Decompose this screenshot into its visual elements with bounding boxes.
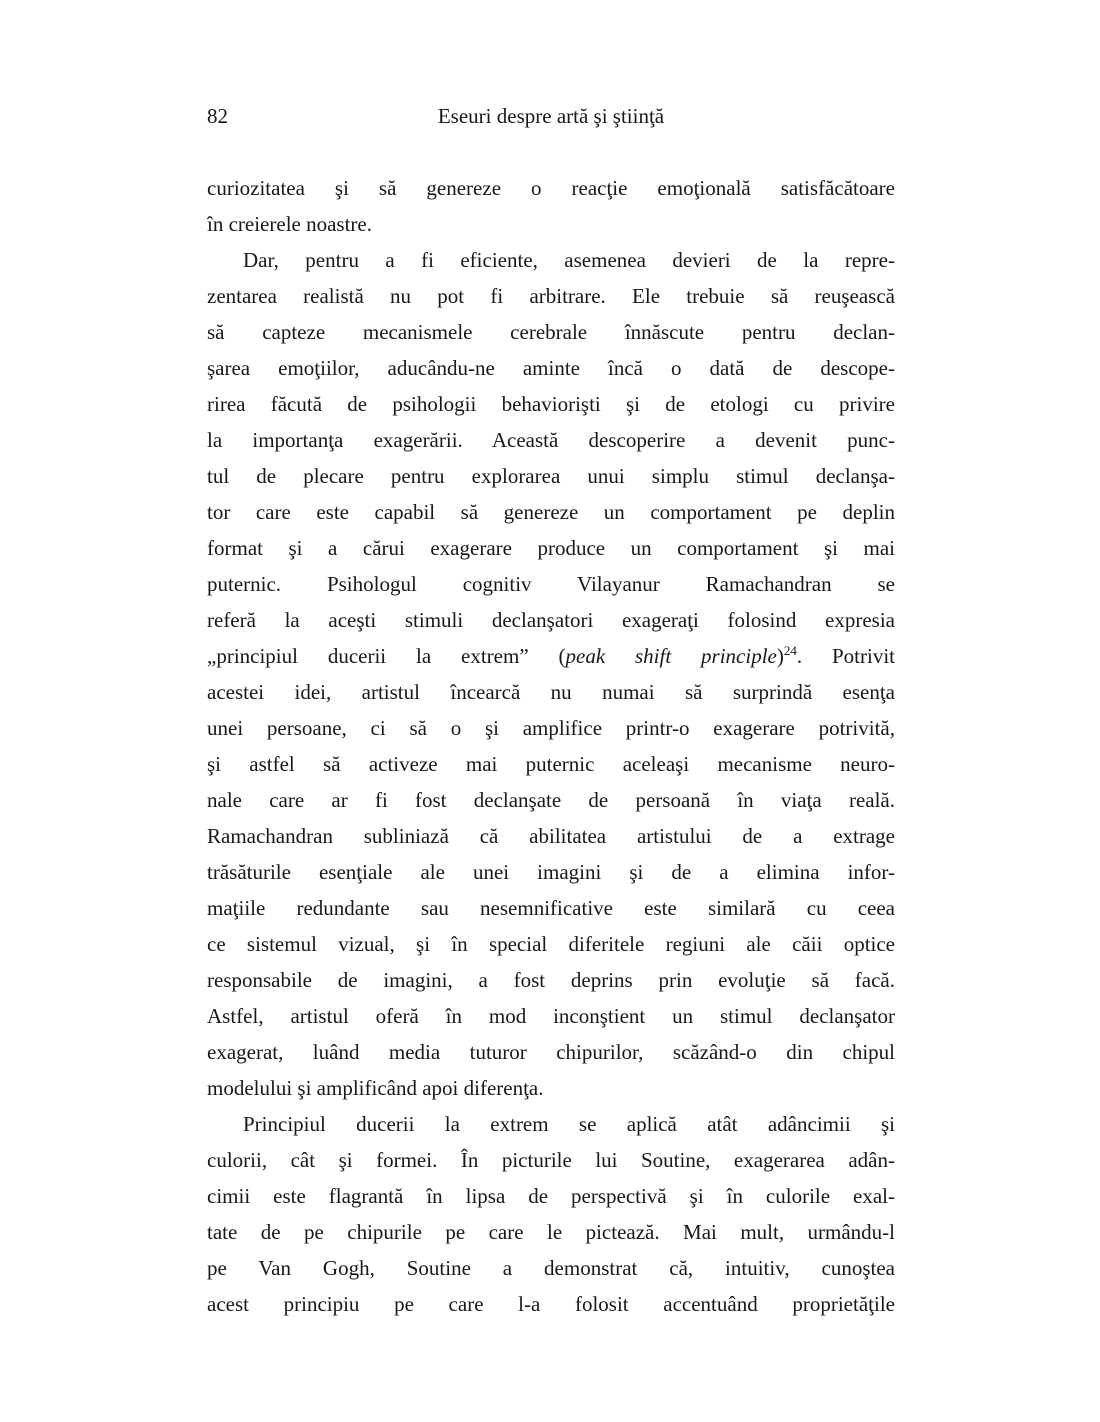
text-line: cimii este flagrantă în lipsa de perspectivă şi în culorile exal- <box>207 1184 895 1208</box>
text-line: exagerat, luând media tuturor chipurilor, scăzând-o din chipul <box>207 1040 895 1064</box>
text-line: pe Van Gogh, Soutine a demonstrat că, intuitiv, cunoştea <box>207 1256 895 1280</box>
page-number: 82 <box>207 104 228 128</box>
paragraph <box>207 1106 895 1322</box>
text-line: unei persoane, ci să o şi amplifice printr-o exagerare potrivită, <box>207 716 895 740</box>
page-header <box>207 104 895 134</box>
text-line: şarea emoţiilor, aducându-ne aminte încă o dată de descope- <box>207 356 895 380</box>
text-line: acestei idei, artistul încearcă nu numai să surprindă esenţa <box>207 680 895 704</box>
text-line: curiozitatea şi să genereze o reacţie emoţională satisfăcătoare <box>207 176 895 200</box>
text-line: zentarea realistă nu pot fi arbitrare. Ele trebuie să reuşească <box>207 284 895 308</box>
text-line: şi astfel să activeze mai puternic aceleaşi mecanisme neuro- <box>207 752 895 776</box>
text-line: ce sistemul vizual, şi în special diferitele regiuni ale căii optice <box>207 932 895 956</box>
text-line: trăsăturile esenţiale ale unei imagini şi de a elimina infor- <box>207 860 895 884</box>
text-line: Dar, pentru a fi eficiente, asemenea devieri de la repre- <box>243 248 895 272</box>
text-line: puternic. Psihologul cognitiv Vilayanur Ramachandran se <box>207 572 895 596</box>
italic-phrase: peak shift principle <box>565 644 777 668</box>
text-line: responsabile de imagini, a fost deprins prin evoluţie să facă. <box>207 968 895 992</box>
text-line: format şi a cărui exagerare produce un comportament şi mai <box>207 536 895 560</box>
footnote-reference: 24 <box>783 643 797 658</box>
paragraph <box>207 242 895 1106</box>
text-line: tate de pe chipurile pe care le pictează. Mai mult, urmându-l <box>207 1220 895 1244</box>
text-line: referă la aceşti stimuli declanşatori exageraţi folosind expresia <box>207 608 895 632</box>
running-title: Eseuri despre artă şi ştiinţă <box>437 104 665 128</box>
text-segment: . Potrivit <box>796 644 895 668</box>
text-line: să capteze mecanismele cerebrale înnăscute pentru declan- <box>207 320 895 344</box>
text-line: Principiul ducerii la extrem se aplică atât adâncimii şi <box>243 1112 895 1136</box>
text-line: Astfel, artistul oferă în mod inconştient un stimul declanşator <box>207 1004 895 1028</box>
paragraph <box>207 170 895 242</box>
text-line: la importanţa exagerării. Această descoperire a devenit punc- <box>207 428 895 452</box>
text-line: modelului şi amplificând apoi diferenţa. <box>207 1076 544 1100</box>
text-line: în creierele noastre. <box>207 212 372 236</box>
body-text <box>207 170 895 1322</box>
text-line: acest principiu pe care l-a folosit accentuând proprietăţile <box>207 1292 895 1316</box>
text-line: tul de plecare pentru explorarea unui simplu stimul declanşa- <box>207 464 895 488</box>
text-line: nale care ar fi fost declanşate de persoană în viaţa reală. <box>207 788 895 812</box>
text-segment: „principiul ducerii la extrem” ( <box>207 644 566 668</box>
text-segment: ) <box>776 644 784 668</box>
text-line: Ramachandran subliniază că abilitatea artistului de a extrage <box>207 824 895 848</box>
text-line: tor care este capabil să genereze un comportament pe deplin <box>207 500 895 524</box>
text-line <box>207 638 895 674</box>
text-line: rirea făcută de psihologii behaviorişti şi de etologi cu privire <box>207 392 895 416</box>
text-line: maţiile redundante sau nesemnificative este similară cu ceea <box>207 896 895 920</box>
text-line: culorii, cât şi formei. În picturile lui Soutine, exagerarea adân- <box>207 1148 895 1172</box>
